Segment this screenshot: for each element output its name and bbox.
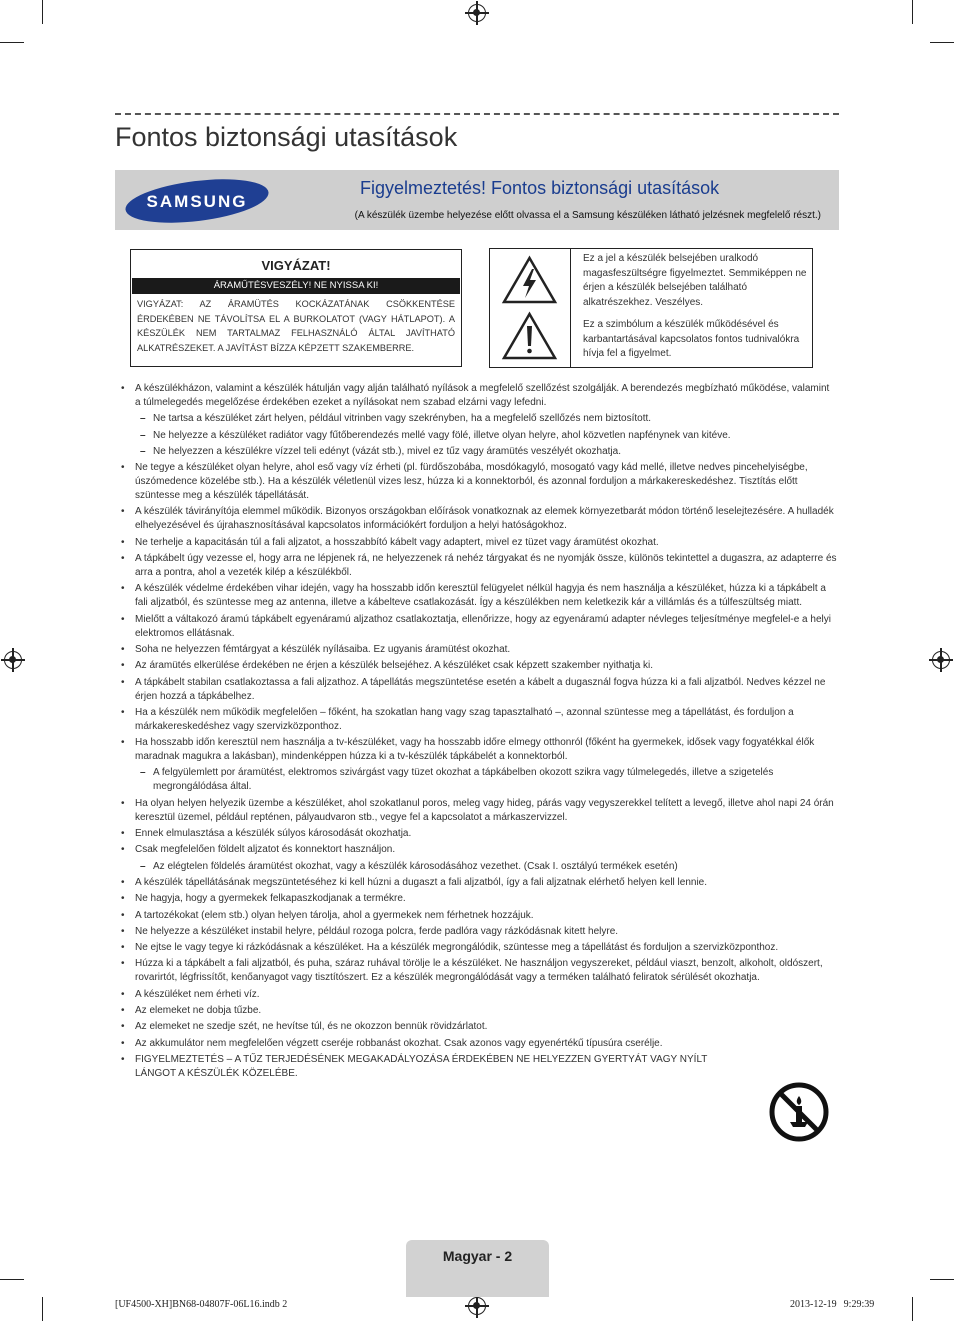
page-title: Fontos biztonsági utasítások [115, 122, 458, 152]
registration-mark-icon [4, 651, 22, 669]
list-item: • Az elemeket ne szedje szét, ne hevítse túl, és ne okozzon bennük rövidzárlatot. [121, 1020, 837, 1034]
symbols-box [489, 248, 813, 368]
crop-mark [0, 42, 24, 43]
list-item: • A készülék távirányítója elemmel működik. Bizonyos országokban előírások vonatkoznak az elemek környezetbarát módon történő leselejtezésére. A hulladék elhelyezésével és újrahasznosításával kapcsolatos információkért forduljon a helyi hatóságokhoz. [121, 505, 837, 533]
list-item: • Ne terhelje a kapacitásán túl a fali aljzatot, a hosszabbító kábelt vagy adaptert, mivel ez tüzet vagy áramütést okozhat. [121, 536, 837, 550]
footer-file-info: [UF4500-XH]BN68-04807F-06L16.indb 2 [115, 1299, 288, 1310]
list-item: • Ha hosszabb időn keresztül nem használja a tv-készüléket, vagy ha hosszabb időre elmegy otthonról (főként ha gyermekek, idősek vagy fogyatékkal élők maradnak magukra a lakásban), mindenképpen húzza ki a tv-készülék tápkábelét a konnektorból. [121, 736, 837, 764]
sub-list-item: – Ne helyezze a készüléket radiátor vagy fűtőberendezés mellé vagy fölé, illetve olyan helyre, ahol közvetlen napfénynek van kitéve. [121, 429, 837, 443]
list-item: • A tartozékokat (elem stb.) olyan helyen tárolja, ahol a gyermekek nem férhetnek hozzájuk. [121, 909, 837, 923]
list-item: • Húzza ki a tápkábelt a fali aljzatból, és puha, száraz ruhával törölje le a készüléket. Ne használjon vegyszereket, például viaszt, benzolt, alkoholt, oldószert, rovarirtót, légfrissítőt, kenőanyagot vagy tisztítószert. Ez a készülék megrongálódását vagy a terméken található feliratok sérülését okozhatja. [121, 957, 837, 985]
safety-instructions [121, 382, 837, 1083]
registration-mark-icon [468, 1297, 486, 1315]
sub-list-item: – Ne helyezzen a készülékre vízzel teli edényt (vázát stb.), mivel ez tűz vagy áramütés veszélyét okozhatja. [121, 445, 837, 459]
caution-title: VIGYÁZAT! [261, 258, 331, 273]
page-number-tab [406, 1240, 549, 1297]
list-item: • Az elemeket ne dobja tűzbe. [121, 1004, 837, 1018]
list-item: • Ne helyezze a készüléket instabil helyre, például rozoga polcra, ferde padlóra vagy rázkódásnak kitett helyre. [121, 925, 837, 939]
lightning-description: Ez a jel a készülék belsejében uralkodó magasfeszültségre figyelmeztet. Semmiképpen ne érjen a készülék belsejében található alkatrészekhez. Veszélyes. [583, 253, 807, 308]
page-number: Magyar - 2 [442, 1248, 513, 1264]
list-item: • Az áramütés elkerülése érdekében ne érjen a készülék belsejéhez. A készüléket csak képzett szakember nyithatja ki. [121, 659, 837, 673]
crop-mark [930, 42, 954, 43]
symbols-divider [570, 249, 571, 367]
list-item: • A tápkábelt stabilan csatlakoztassa a fali aljzathoz. A tápellátás megszüntetése esetén a kábelt a dugasznál fogva húzza ki a fali aljzatból. Nedves kézzel ne érjen hozzá a tápkábelhez. [121, 676, 837, 704]
list-item: • Csak megfelelően földelt aljzatot és konnektort használjon. [121, 843, 837, 857]
caution-bar: ÁRAMŰTÉSVESZÉLY! NE NYISSA KI! [132, 278, 460, 294]
samsung-logo-icon [124, 178, 270, 224]
banner-title: Figyelmeztetés! Fontos biztonsági utasítások [360, 178, 720, 198]
crop-mark [930, 1279, 954, 1280]
instruction-list [121, 382, 837, 1081]
crop-mark [0, 1279, 24, 1280]
list-item: • A készüléket nem érheti víz. [121, 988, 837, 1002]
registration-mark-icon [468, 4, 486, 22]
dashed-separator [115, 113, 839, 115]
list-item: • Soha ne helyezzen fémtárgyat a készülék nyílásaiba. Ez ugyanis áramütést okozhat. [121, 643, 837, 657]
list-item: • Ne ejtse le vagy tegye ki rázkódásnak a készüléket. Ha a készülék megrongálódik, szüntesse meg a tápellátást és forduljon a szervizközponthoz. [121, 941, 837, 955]
sub-list-item: – Az elégtelen földelés áramütést okozhat, vagy a készülék károsodásához vezethet. (Csak I. osztályú termékek esetén) [121, 860, 837, 874]
sub-list-item: – Ne tartsa a készüléket zárt helyen, például vitrinben vagy szekrényben, ha a megfelelő szellőzés nem biztosított. [121, 412, 837, 426]
registration-mark-icon [932, 651, 950, 669]
crop-mark [912, 1297, 913, 1321]
caution-box [130, 249, 462, 367]
warning-banner [115, 170, 839, 230]
list-item: • A készülék védelme érdekében vihar idején, vagy ha hosszabb időn keresztül felügyelet nélkül hagyja és nem használja a készüléket, húzza ki a tápkábelt a fali aljzatból, és szüntesse meg az antenna, illetve a kábelteve csatlakozását. Így a készülékben nem keletkezik kár a villámlás és a túlfeszültség miatt. [121, 582, 837, 610]
list-item: • Ennek elmulasztása a készülék súlyos károsodását okozhatja. [121, 827, 837, 841]
list-item: • Mielőtt a váltakozó áramú tápkábelt egyenáramú aljzathoz csatlakoztatja, ellenőrizze, hogy az egyenáramú adapter névleges teljesítménye megfelel-e a helyi elektromos ellátásnak. [121, 613, 837, 641]
crop-mark [912, 0, 913, 24]
list-item: • Ne tegye a készüléket olyan helyre, ahol eső vagy víz érheti (pl. fürdőszobába, mosdókagyló, mosogató vagy kád mellé, illetve nedves pincehelyiségbe, úszómedence közelébe stb.). Ha a készülék véletlenül vizes lesz, húzza ki a konnektorból, és azonnal forduljon a márkakereskedéshez. Tisztítás előtt szüntesse meg a készülék tápellátását. [121, 461, 837, 503]
caution-text: VIGYÁZAT: AZ ÁRAMÜTÉS KOCKÁZATÁNAK CSÖKKENTÉSE ÉRDEKÉBEN NE TÁVOLÍTSA EL A BURKOLATOT (VAGY HÁTLAPOT). A KÉSZÜLÉK NEM TARTALMAZ FELHASZNÁLÓ ÁLTAL JAVÍTHATÓ ALKATRÉSZEKET. A JAVÍTÁST BÍZZA KÉPZETT SZAKEMBERRE. [137, 299, 455, 353]
list-item: • A készülék tápellátásának megszüntetéséhez ki kell húzni a dugaszt a fali aljzatból, így a fali aljzatnak elérhető helyen kell lennie. [121, 876, 837, 890]
crop-mark [42, 1297, 43, 1321]
crop-mark [42, 0, 43, 24]
sub-list-item: – A felgyülemlett por áramütést, elektromos szivárgást vagy tüzet okozhat a tápkábelben okozott szikra vagy túlmelegedés, illetve a szigetelés megrongálódása által. [121, 766, 837, 794]
list-item: • Ha a készülék nem működik megfelelően – főként, ha szokatlan hang vagy szag tapasztalható –, azonnal szüntesse meg a tápellátást, és forduljon a márkakereskedéshez vagy szervizközponthoz. [121, 706, 837, 734]
footer-timestamp: 2013-12-19 9:29:39 [790, 1299, 875, 1310]
list-item: • Az akkumulátor nem megfelelően végzett cseréje robbanást okozhat. Csak azonos vagy egyenértékű típusúra cserélje. [121, 1037, 837, 1051]
list-item: • Ha olyan helyen helyezik üzembe a készüléket, ahol szokatlanul poros, meleg vagy hideg, párás vagy vegyszerekkel telített a levegő, illetve ahol napi 24 órán keresztül üzemel, például repténen, pályaudvaron stb., vegye fel a kapcsolatot a márkaszervizzel. [121, 797, 837, 825]
list-item: • A tápkábelt úgy vezesse el, hogy arra ne lépjenek rá, ne helyezzenek rá nehéz tárgyakat és ne nyomják össze, különös tekintettel a dugaszra, az adapterre és arra a pontra, ahol a vezeték kilép a készülékből. [121, 552, 837, 580]
exclamation-in-triangle-icon [501, 311, 558, 361]
no-candle-icon [769, 1082, 829, 1142]
lightning-in-triangle-icon [501, 255, 558, 305]
exclamation-description: Ez a szimbólum a készülék működésével és karbantartásával kapcsolatos fontos tudnivalókra hívja fel a figyelmet. [583, 319, 800, 359]
list-item: • FIGYELMEZTETÉS – A TŰZ TERJEDÉSÉNEK MEGAKADÁLYOZÁSA ÉRDEKÉBEN NE HELYEZZEN GYERTYÁT VAGY NYÍLT LÁNGOT A KÉSZÜLÉK KÖZELÉBE. [121, 1053, 837, 1081]
list-item: • A készülékházon, valamint a készülék hátulján vagy alján található nyílások a megfelelő szellőzést szolgálják. A berendezés megbízható működése, valamint a túlmelegedés megelőzése érdekében ezeket a nyílásokat nem szabad elzárni vagy lefedni. [121, 382, 837, 410]
banner-subtitle: (A készülék üzembe helyezése előtt olvassa el a Samsung készüléken látható jelzésnek megfelelő részt.) [354, 210, 821, 221]
list-item: • Ne hagyja, hogy a gyermekek felkapaszkodjanak a termékre. [121, 892, 837, 906]
brand-name: SAMSUNG [146, 192, 248, 211]
